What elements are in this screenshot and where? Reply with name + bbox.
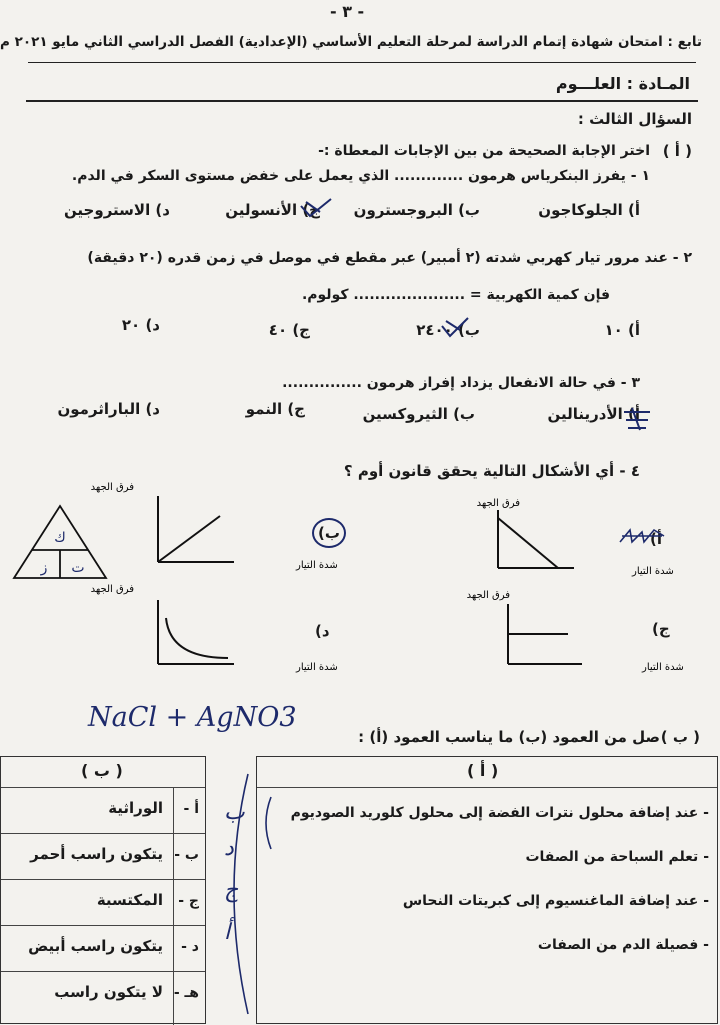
handwritten-formula: NaCl + AgNO3 [88,702,297,733]
exam-header: تابع : امتحان شهادة إتمام الدراسة لمرحلة التعليم الأساسي (الإعدادية) الفصل الدراسي الثاني مايو ٢٠٢١ م [0,34,702,50]
svg-text:شدة التيار: شدة التيار [296,560,338,571]
svg-text:شدة التيار: شدة التيار [296,662,338,673]
triangle-letter-left: ز [40,560,48,576]
handwritten-answers [210,770,254,1010]
column-a-item: - عند إضافة الماغنسيوم إلى كبريتات النحاس [402,893,709,909]
graph-option-b [90,476,338,576]
q1-text: ١ - يفرز البنكرياس هرمون ............. الذي يعمل على خفض مستوى السكر في الدم. [71,168,650,184]
header-divider [28,62,696,63]
q4-text: ٤ - أي الأشكال التالية يحقق قانون أوم ؟ [343,462,640,480]
subject-label: المـادة : العلـــوم [555,74,690,93]
column-a-item: - تعلم السباحة من الصفات [525,849,709,865]
q3-option-a: أ) الأدرينالين [547,405,640,423]
svg-text:فرق الجهد: فرق الجهد [90,584,134,595]
handwritten-answer: ب [224,800,245,825]
q1-option-a: أ) الجلوكاجون [538,201,640,219]
part-a-instruction: اختر الإجابة الصحيحة من بين الإجابات المعطاة :- [318,143,650,159]
column-b-letter: ب - [174,847,199,863]
question-title: السؤال الثالث : [577,110,692,128]
q3-option-d: د) الباراثرمون [57,400,160,418]
handwritten-answer: أ [224,920,231,945]
bracket-mark [259,793,273,853]
column-b-letter: ج - [178,893,199,909]
q2-option-b: ب) ٢٤٠٠ [416,321,480,339]
q3-text: ٣ - في حالة الانفعال يزداد إفراز هرمون ............... [282,375,640,391]
part-b-instruction: صل من العمود (ب) ما يناسب العمود (أ) : [358,728,660,746]
graph-c-label: ج) [652,620,670,638]
q2-text-line1: ٢ - عند مرور تيار كهربي شدته (٢ أمبير) عبر مقطع في موصل في زمن قدره (٢٠ دقيقة) [87,250,692,266]
page-number: - ٣ - [330,2,365,21]
q2-option-d: د) ٢٠ [121,316,160,334]
part-a-label: ( أ ) [662,142,692,160]
q2-option-a: أ) ١٠ [604,321,640,339]
q1-option-c: ج) الأنسولين [225,201,320,219]
svg-text:فرق الجهد: فرق الجهد [466,590,510,601]
column-b-item: يتكون راسب أحمر [30,845,163,863]
triangle-letter-right: ت [71,560,85,576]
column-a-item: - عند إضافة محلول نترات الفضة إلى محلول كلوريد الصوديوم [290,805,709,821]
graph-x-label: شدة التيار [632,566,674,577]
graph-a-label: أ) [650,530,662,548]
subject-divider [26,100,698,102]
column-b-item: المكتسبة [96,891,163,909]
column-b-letter: أ - [183,801,199,817]
q3-option-c: ج) النمو [245,400,305,418]
graph-option-c [466,586,684,676]
column-a-item: - فصيلة الدم من الصفات [537,937,709,953]
scribble-mark [618,526,666,548]
column-b-letter: د - [181,939,199,955]
column-b-letter: هـ - [173,985,199,1001]
column-b-item: لا يتكون راسب [54,983,163,1001]
column-b-item: يتكون راسب أبيض [28,937,163,955]
column-a-header: ( أ ) [467,761,499,780]
handwritten-answer: ج [224,878,239,903]
answer-tick-mark [440,316,470,340]
q2-option-c: ج) ٤٠ [268,321,310,339]
triangle-letter-top: ك [54,530,66,546]
q2-text-line2: فإن كمية الكهربية = ..................... كولوم. [301,287,610,303]
graph-d-label: د) [315,622,330,640]
part-b-label: ( ب ) [660,728,700,746]
column-b-box [0,756,206,1024]
ohm-triangle-drawing [10,502,110,584]
column-a-box [256,756,718,1024]
answer-tick-mark [298,196,334,222]
svg-text:شدة التيار: شدة التيار [642,662,684,673]
graph-option-d [90,580,338,675]
column-b-item: الوراثية [108,799,163,817]
column-b-header: ( ب ) [81,761,123,780]
answer-tick-mark [622,406,652,432]
q1-option-d: د) الاستروجين [63,201,170,219]
q3-option-b: ب) الثيروكسين [362,405,475,423]
graph-b-label: ب) [312,518,346,548]
svg-text:فرق الجهد: فرق الجهد [90,482,134,493]
q1-option-b: ب) البروجسترون [353,201,480,219]
graph-y-label: فرق الجهد [476,498,520,509]
handwritten-answer: د [224,836,234,861]
